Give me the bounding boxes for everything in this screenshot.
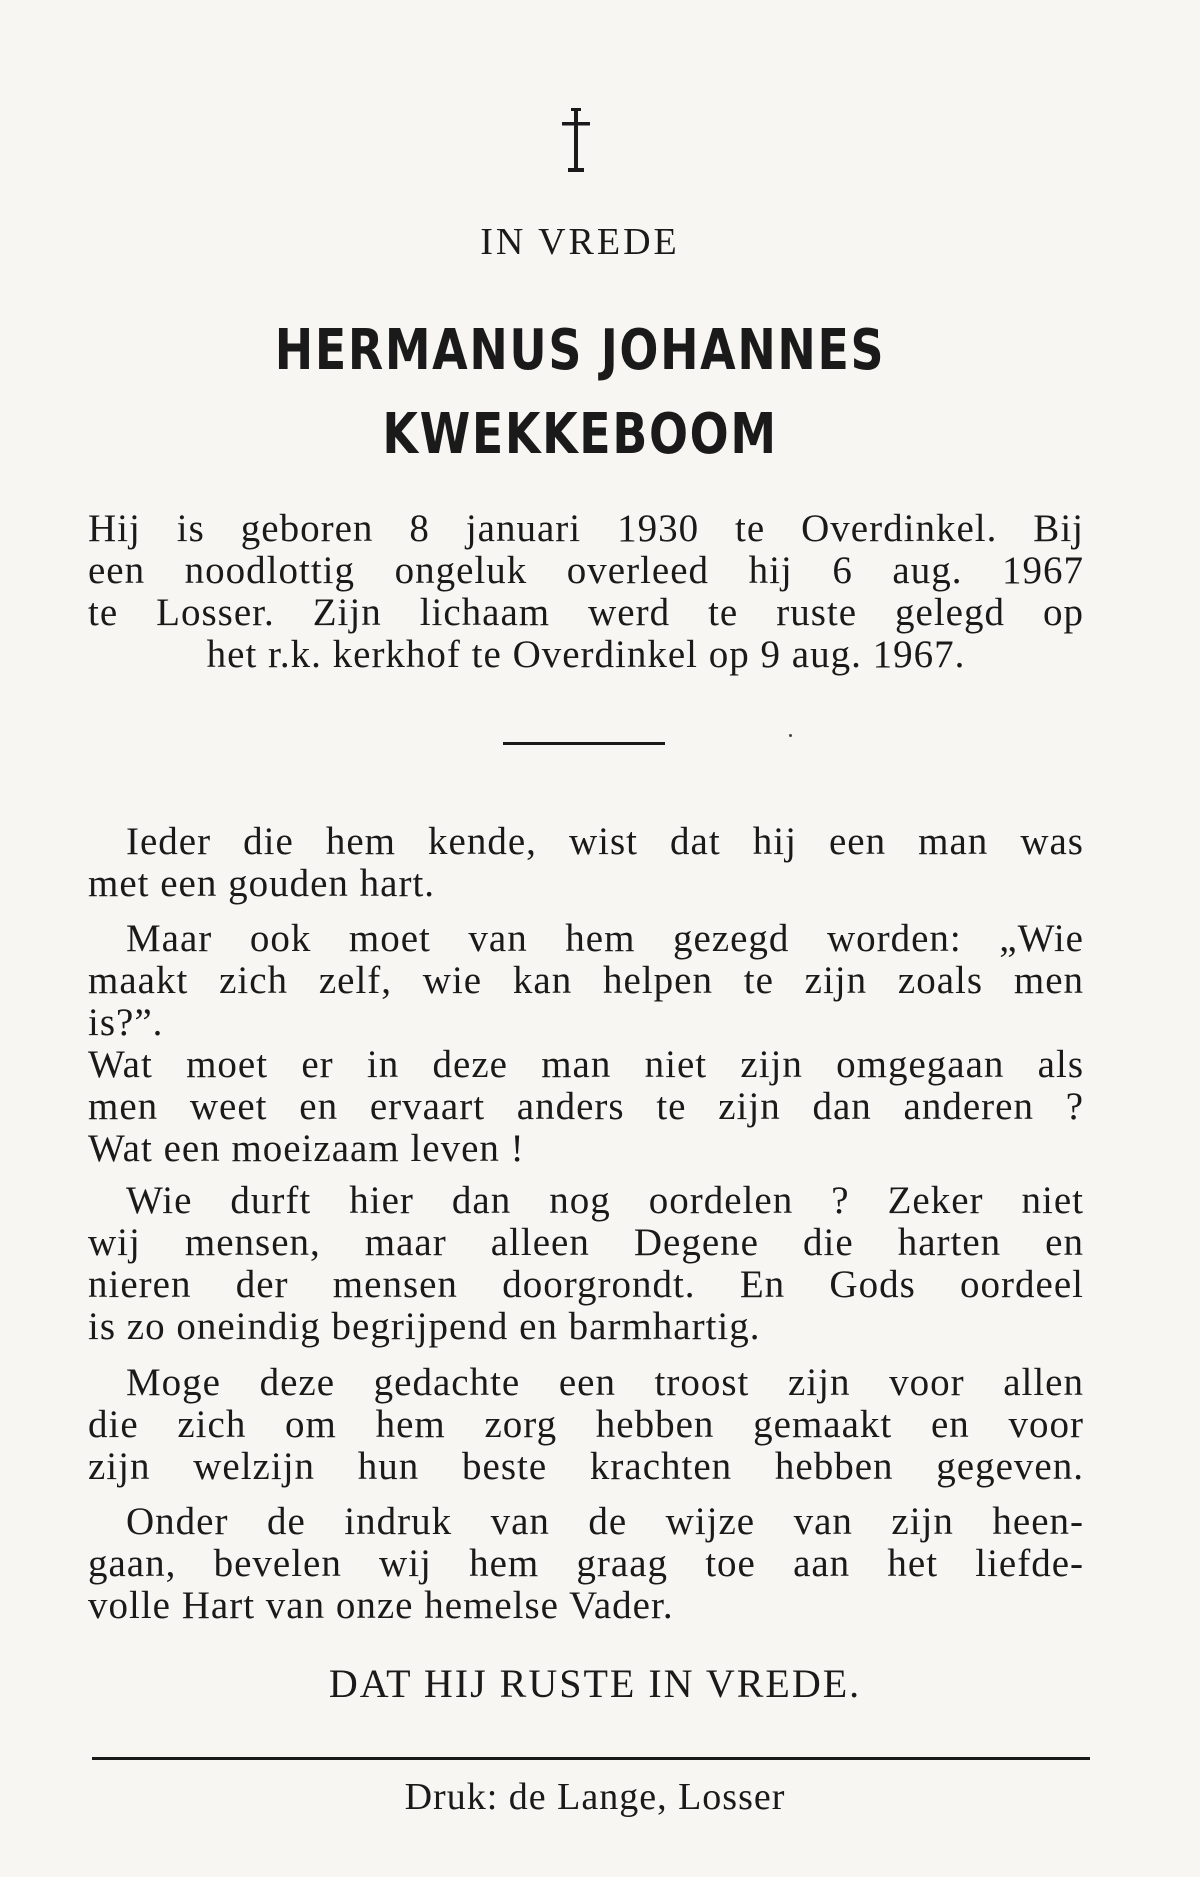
print-speck [789, 734, 792, 737]
p1-line: Ieder die hem kende, wist dat hij een man was [126, 820, 1084, 863]
p4-line: zijn welzijn hun beste krachten hebben gegeven. [88, 1445, 1084, 1488]
long-divider [92, 1757, 1090, 1760]
p2-line: Wat een moeizaam leven ! [88, 1127, 525, 1170]
p4-line: die zich om hem zorg hebben gemaakt en voor [88, 1403, 1084, 1446]
p3-line: wij mensen, maar alleen Degene die harten en [88, 1221, 1084, 1264]
bio-line: een noodlottig ongeluk overleed hij 6 aug. 1967 [88, 549, 1084, 592]
paragraph-1 [88, 821, 1084, 905]
p5-line: gaan, bevelen wij hem graag toe aan het liefde- [88, 1542, 1084, 1585]
paragraph-5 [88, 1501, 1084, 1627]
paragraph-2 [88, 918, 1084, 1170]
short-divider [503, 742, 665, 745]
p3-line: is zo oneindig begrijpend en barmhartig. [88, 1305, 761, 1348]
p1-line: met een gouden hart. [88, 862, 436, 905]
printer-credit: Druk: de Lange, Losser [404, 1776, 786, 1818]
bio-line: Hij is geboren 8 januari 1930 te Overdinkel. Bij [88, 507, 1084, 550]
p5-line: Onder de indruk van de wijze van zijn heen- [126, 1500, 1084, 1543]
p3-line: nieren der mensen doorgrondt. En Gods oordeel [88, 1263, 1084, 1306]
bio-line: het r.k. kerkhof te Overdinkel op 9 aug. 1967. [206, 633, 966, 676]
biography-paragraph [88, 508, 1084, 676]
paragraph-4 [88, 1362, 1084, 1488]
deceased-first-names: HERMANUS JOHANNES [274, 318, 886, 383]
paragraph-3 [88, 1180, 1084, 1348]
p2-line: Maar ook moet van hem gezegd worden: „Wie [126, 917, 1084, 960]
p5-line: volle Hart van onze hemelse Vader. [88, 1584, 674, 1627]
closing-line: DAT HIJ RUSTE IN VREDE. [328, 1661, 862, 1706]
p2-line: maakt zich zelf, wie kan helpen te zijn zoals men [88, 959, 1084, 1002]
heading-in-vrede: IN VREDE [480, 221, 680, 263]
bio-line: te Losser. Zijn lichaam werd te ruste gelegd op [88, 591, 1084, 634]
p2-line: men weet en ervaart anders te zijn dan anderen ? [88, 1085, 1084, 1128]
p4-line: Moge deze gedachte een troost zijn voor allen [126, 1361, 1084, 1404]
p3-line: Wie durft hier dan nog oordelen ? Zeker niet [126, 1179, 1084, 1222]
cross-icon [560, 108, 592, 172]
p2-line: is?”. [88, 1001, 164, 1044]
deceased-surname: KWEKKEBOOM [382, 402, 778, 467]
p2-line: Wat moet er in deze man niet zijn omgegaan als [88, 1043, 1084, 1086]
